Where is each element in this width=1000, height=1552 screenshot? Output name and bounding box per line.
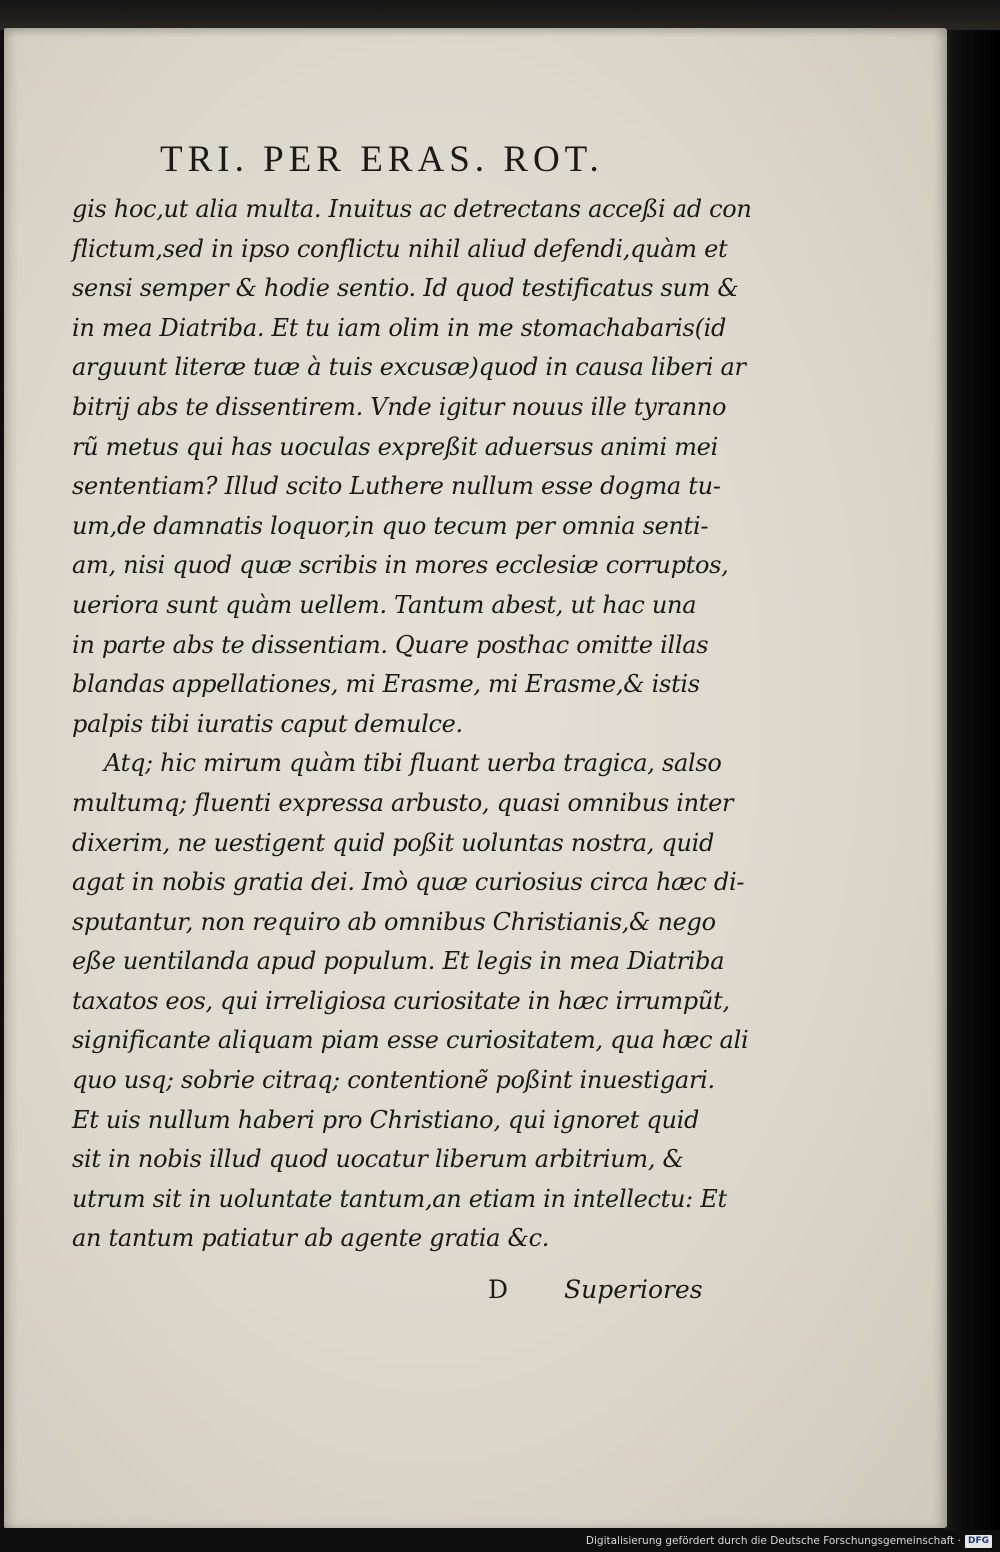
catchline: [488, 1275, 708, 1304]
text-line: an tantum patiatur ab agente gratia &c.: [72, 1224, 550, 1253]
text-line: Et uis nullum haberi pro Christiano, qui ignoret quid: [72, 1105, 700, 1134]
text-line: sit in nobis illud quod uocatur liberum arbitrium, &: [72, 1145, 684, 1174]
text-line: significante aliquam piam esse curiositatem, qua hæc ali: [72, 1026, 749, 1055]
catchword: Superiores: [564, 1275, 703, 1304]
text-line: sensi semper & hodie sentio. Id quod testificatus sum &: [72, 274, 739, 303]
text-line: utrum sit in uoluntate tantum,an etiam in intellectu: Et: [72, 1184, 727, 1213]
text-line: taxatos eos, qui irreligiosa curiositate in hæc irrumpũt,: [72, 986, 730, 1015]
text-line: in mea Diatriba. Et tu iam olim in me stomachabaris(id: [72, 313, 727, 342]
binding-strip: [0, 0, 1000, 30]
credit-text: Digitalisierung gefördert durch die Deutsche Forschungsgemeinschaft ·: [585, 1535, 961, 1547]
text-line: agat in nobis gratia dei. Imò quæ curiosius circa hæc di-: [72, 868, 745, 897]
running-head: TRI. PER ERAS. ROT.: [160, 139, 604, 180]
text-line: multumq; fluenti expressa arbusto, quasi omnibus inter: [72, 788, 734, 817]
text-line: flictum,sed in ipso conflictu nihil aliud defendi,quàm et: [72, 234, 728, 263]
book-edge: [945, 30, 1000, 1530]
text-line: Atq; hic mirum quàm tibi fluant uerba tragica, salso: [104, 749, 722, 778]
text-line: blandas appellationes, mi Erasme, mi Erasme,& istis: [72, 670, 700, 699]
text-line: sententiam? Illud scito Luthere nullum esse dogma tu-: [72, 472, 721, 501]
text-line: palpis tibi iuratis caput demulce.: [72, 709, 463, 738]
text-line: rũ metus qui has uoculas expreßit aduersus animi mei: [72, 432, 718, 461]
text-line: arguunt literæ tuæ à tuis excusæ)quod in causa liberi ar: [72, 353, 746, 382]
body-text: [72, 190, 752, 1259]
text-line: eße uentilanda apud populum. Et legis in mea Diatriba: [72, 947, 725, 976]
text-line: bitrij abs te dissentirem. Vnde igitur nouus ille tyranno: [72, 392, 727, 421]
text-line: ueriora sunt quàm uellem. Tantum abest, ut hac una: [72, 590, 697, 619]
text-line: sputantur, non requiro ab omnibus Christianis,& nego: [72, 907, 716, 936]
text-line: in parte abs te dissentiam. Quare posthac omitte illas: [72, 630, 709, 659]
text-line: quo usq; sobrie citraq; contentionẽ poßint inuestigari.: [72, 1066, 715, 1095]
text-line: gis hoc,ut alia multa. Inuitus ac detrectans acceßi ad con: [72, 195, 752, 223]
text-line: um,de damnatis loquor,in quo tecum per omnia senti-: [72, 511, 709, 540]
text-line: am, nisi quod quæ scribis in mores ecclesiæ corruptos,: [72, 551, 729, 580]
text-line: dixerim, ne uestigent quid poßit uoluntas nostra, quid: [72, 828, 715, 857]
dfg-logo: DFG: [965, 1535, 992, 1548]
signature-mark: D: [488, 1275, 509, 1304]
digitization-credit: [586, 1533, 992, 1549]
